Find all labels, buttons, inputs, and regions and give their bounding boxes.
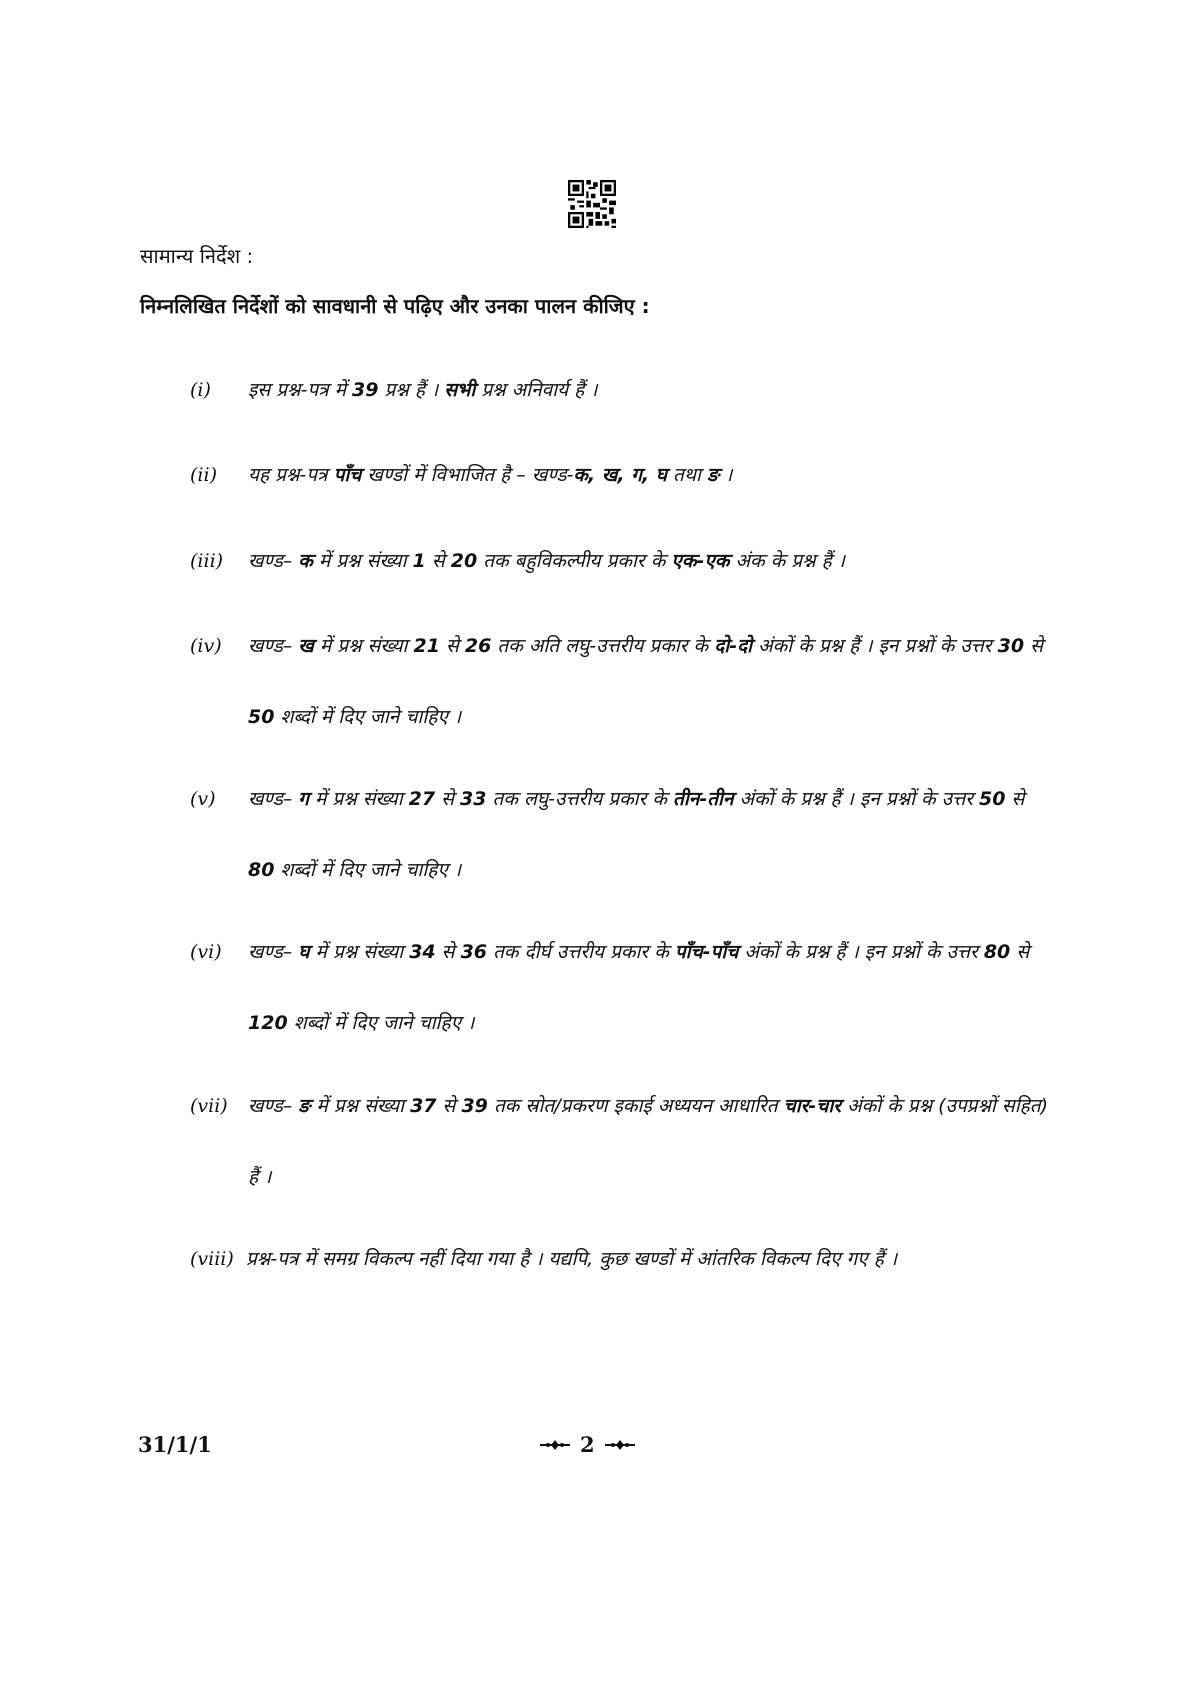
instruction-text: यह प्रश्न-पत्र पाँच खण्डों में विभाजित है – खण्ड-क, ख, ग, घ तथा ङ । <box>248 464 733 486</box>
instruction-text: खण्ड– ङ में प्रश्न संख्या 37 से 39 तक स्रोत/प्रकरण इकाई अध्ययन आधारित चार-चार अंकों के प्रश्न (उपप्रश्नों सहित) हैं । <box>248 1095 1048 1188</box>
instruction-text: खण्ड– ख में प्रश्न संख्या 21 से 26 तक अति लघु-उत्तरीय प्रकार के दो-दो अंकों के प्रश्न हैं । इन प्रश्नों के उत्तर 30 से 50 शब्दों में दिए जाने चाहिए । <box>248 635 1043 728</box>
paper-code: 31/1/1 <box>138 1432 212 1457</box>
instruction-item <box>190 1071 1050 1213</box>
instruction-label: (vii) <box>190 1095 228 1117</box>
page-number: 2 <box>580 1432 595 1457</box>
instruction-item <box>190 355 1050 426</box>
instruction-label: (iii) <box>190 550 224 572</box>
instruction-label: (v) <box>190 788 216 810</box>
decorative-ornament-icon <box>605 1439 635 1451</box>
instruction-item <box>190 526 1050 597</box>
instruction-item <box>190 611 1050 753</box>
decorative-ornament-icon <box>540 1439 570 1451</box>
instruction-item <box>190 917 1050 1059</box>
instruction-item <box>190 764 1050 906</box>
instruction-label: (iv) <box>190 635 222 657</box>
instructions-subheading: निम्नलिखित निर्देशों को सावधानी से पढ़िए और उनका पालन कीजिए : <box>140 294 650 318</box>
instruction-label: (vi) <box>190 941 222 963</box>
instruction-text: प्रश्न-पत्र में समग्र विकल्प नहीं दिया गया है । यद्यपि, कुछ खण्डों में आंतरिक विकल्प दिए गए हैं । <box>246 1248 898 1270</box>
instruction-text: खण्ड– घ में प्रश्न संख्या 34 से 36 तक दीर्घ उत्तरीय प्रकार के पाँच-पाँच अंकों के प्रश्न हैं । इन प्रश्नों के उत्तर 80 से 120 शब्दों में दिए जाने चाहिए । <box>248 941 1030 1034</box>
page-number-block <box>540 1432 635 1457</box>
instruction-label: (viii) <box>190 1248 234 1270</box>
instruction-text: खण्ड– क में प्रश्न संख्या 1 से 20 तक बहुविकल्पीय प्रकार के एक-एक अंक के प्रश्न हैं । <box>248 550 845 572</box>
qr-code-icon <box>568 180 616 228</box>
general-instructions-heading: सामान्य निर्देश : <box>140 244 254 268</box>
instruction-item <box>190 440 1050 511</box>
instruction-text: खण्ड– ग में प्रश्न संख्या 27 से 33 तक लघु-उत्तरीय प्रकार के तीन-तीन अंकों के प्रश्न हैं । इन प्रश्नों के उत्तर 50 से 80 शब्दों में दिए जाने चाहिए । <box>248 788 1025 881</box>
instruction-label: (i) <box>190 379 211 401</box>
instruction-text: इस प्रश्न-पत्र में 39 प्रश्न हैं । सभी प्रश्न अनिवार्य हैं । <box>248 379 598 401</box>
instruction-label: (ii) <box>190 464 217 486</box>
instruction-item <box>190 1224 1050 1295</box>
